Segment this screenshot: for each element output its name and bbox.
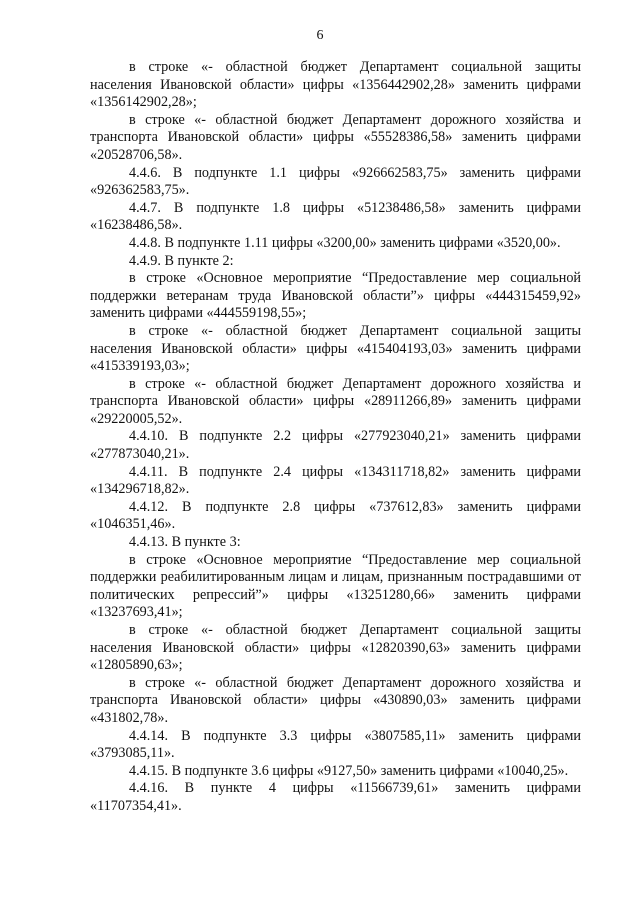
paragraph: 4.4.15. В подпункте 3.6 цифры «9127,50» заменить цифрами «10040,25». (129, 762, 569, 779)
paragraph: в строке «Основное мероприятие “Предоставление мер социальной поддержки ветеранам труда Ивановской области”» цифры «444315459,92» заменить цифрами «444559198,55»; (90, 270, 581, 322)
paragraph: в строке «- областной бюджет Департамент дорожного хозяйства и транспорта Ивановской области» цифры «430890,03» заменить цифрами «431802,78». (90, 674, 581, 726)
page-number: 6 (316, 28, 324, 43)
paragraph: 4.4.9. В пункте 2: (129, 252, 234, 269)
paragraph: в строке «- областной бюджет Департамент социальной защиты населения Ивановской области» цифры «12820390,63» заменить цифрами «12805890,63»; (90, 622, 581, 674)
document-body (90, 59, 581, 816)
paragraph: в строке «- областной бюджет Департамент социальной защиты населения Ивановской области» цифры «1356442902,28» заменить цифрами «1356142902,28»; (90, 59, 581, 111)
paragraph: 4.4.16. В пункте 4 цифры «11566739,61» заменить цифрами «11707354,41». (90, 780, 581, 814)
paragraph: 4.4.13. В пункте 3: (129, 534, 241, 551)
paragraph: 4.4.11. В подпункте 2.4 цифры «134311718,82» заменить цифрами «134296718,82». (90, 463, 581, 498)
paragraph: в строке «- областной бюджет Департамент дорожного хозяйства и транспорта Ивановской области» цифры «55528386,58» заменить цифрами «20528706,58». (90, 111, 581, 163)
paragraph: 4.4.14. В подпункте 3.3 цифры «3807585,11» заменить цифрами «3793085,11». (90, 727, 581, 762)
paragraph: 4.4.12. В подпункте 2.8 цифры «737612,83» заменить цифрами «1046351,46». (90, 498, 581, 533)
paragraph: 4.4.7. В подпункте 1.8 цифры «51238486,58» заменить цифрами «16238486,58». (90, 199, 581, 234)
paragraph: 4.4.6. В подпункте 1.1 цифры «926662583,75» заменить цифрами «926362583,75». (90, 164, 581, 199)
paragraph: в строке «- областной бюджет Департамент социальной защиты населения Ивановской области» цифры «415404193,03» заменить цифрами «415339193,03»; (90, 322, 581, 375)
paragraph: в строке «- областной бюджет Департамент дорожного хозяйства и транспорта Ивановской области» цифры «28911266,89» заменить цифрами «29220005,52». (90, 375, 581, 427)
paragraph: 4.4.8. В подпункте 1.11 цифры «3200,00» заменить цифрами «3520,00». (129, 234, 561, 251)
paragraph: 4.4.10. В подпункте 2.2 цифры «277923040,21» заменить цифрами «277873040,21». (90, 428, 581, 463)
paragraph: в строке «Основное мероприятие “Предоставление мер социальной поддержки реабилитированным лицам и лицам, признанным пострадавшими от политических репрессий”» цифры «13251280,66» заменить цифрами «13237693,41»; (90, 551, 581, 621)
